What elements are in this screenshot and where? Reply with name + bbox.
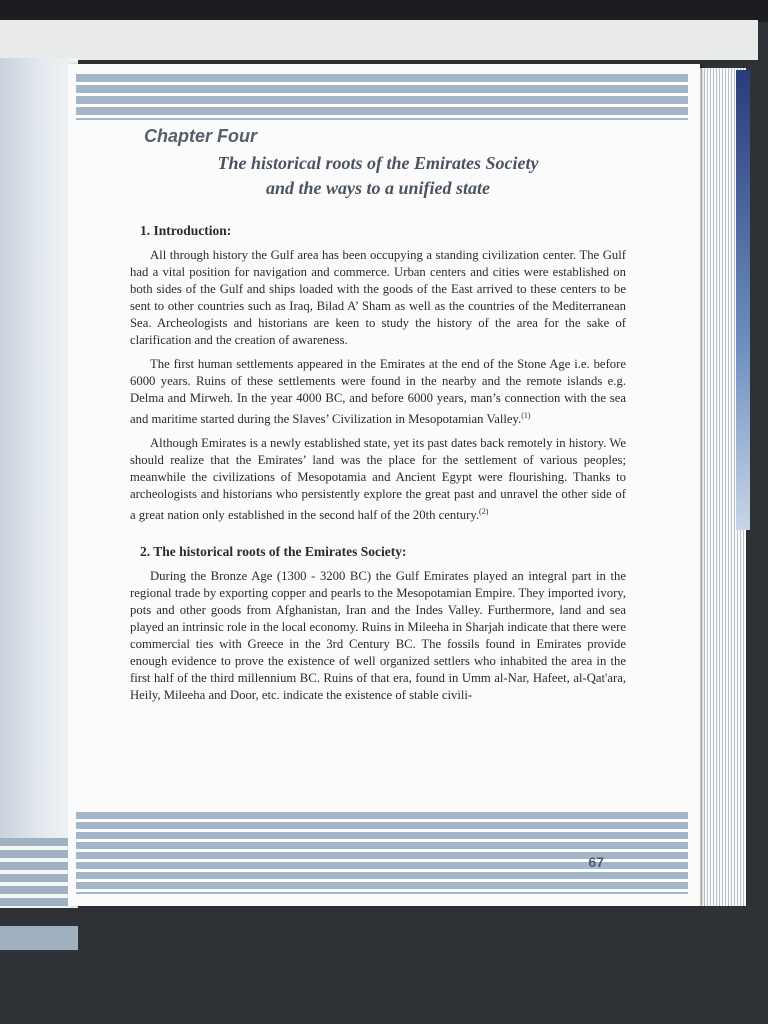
page-content xyxy=(130,126,626,711)
chapter-title-line-1: The historical roots of the Emirates Society xyxy=(217,153,539,173)
intro-paragraph-3 xyxy=(130,435,626,524)
footnote-ref-1: (1) xyxy=(521,411,531,420)
left-page-edge xyxy=(0,58,78,890)
historical-roots-paragraph: During the Bronze Age (1300 - 3200 BC) the Gulf Emirates played an integral part in the regional trade by exporting copper and pearls to the Mesopotamian Empire. They imported ivory, pots and other goods from Afghanistan, Iran and the Indes Valley. Furthermore, land and sea played an intrinsic role in the local economy. Ruins in Mileeha in Sharjah indicate that there were commercial ties with Greece in the 3rd Century BC. The fossils found in Emirates provide enough evidence to prove the existence of well organized settlers who inhabited the area in the first half of the third millennium BC. Ruins of that era, found in Umm al-Nar, Hafeet, al-Qat'ara, Heily, Mileeha and Door, etc. indicate the existence of stable civili- xyxy=(130,569,626,703)
chapter-title xyxy=(130,151,626,201)
intro-paragraph-2 xyxy=(130,356,626,428)
top-decorative-band xyxy=(76,74,688,120)
section-heading-introduction: 1. Introduction: xyxy=(140,223,232,238)
footnote-ref-2: (2) xyxy=(479,507,489,517)
book-page xyxy=(68,64,700,906)
bottom-decorative-band xyxy=(76,812,688,894)
intro-paragraph-1: All through history the Gulf area has been occupying a standing civilization center. The Gulf had a vital position for navigation and commerce. Urban centers and cities were established on both sides of the Gulf and ships loaded with the goods of the East arrived to these centers to be sent to other countries such as Iraq, Bilad A’ Sham as well as the countries of the Mediterranean Sea. Archeologists and historians are keen to study the history of the area for the sake of clarification and the creation of awareness. xyxy=(130,248,626,347)
chapter-label: Chapter Four xyxy=(144,126,258,146)
page-number: 67 xyxy=(588,854,604,870)
scanner-backing xyxy=(0,20,758,60)
scan-top-edge xyxy=(0,0,768,22)
left-page-stripes xyxy=(0,838,78,908)
book-cover-edge xyxy=(736,70,750,530)
left-page-bottom-band xyxy=(0,926,78,950)
intro-paragraph-3-text: Although Emirates is a newly established state, yet its past dates back remotely in history. We should realize that the Emirates’ land was the place for the settlement of various peoples; meanwhile the civilizations of Mesopotamia and Ancient Egypt were flourishing. Thanks to archeologists and historians who persistently explore the great past and unravel the other side of a great nation only established in the second half of the 20th century. xyxy=(130,436,626,523)
chapter-title-line-2: and the ways to a unified state xyxy=(265,178,490,198)
intro-paragraph-2-text: The first human settlements appeared in the Emirates at the end of the Stone Age i.e. before 6000 years. Ruins of these settlements were found in the nearby and the remote islands e.g. Delma and Mirweh. In the year 4000 BC, and before 6000 years, man’s connection with the sea and maritime started during the Slaves’ Civilization in Mesopotamian Valley. xyxy=(130,357,626,427)
section-heading-historical-roots: 2. The historical roots of the Emirates Society: xyxy=(140,544,407,560)
